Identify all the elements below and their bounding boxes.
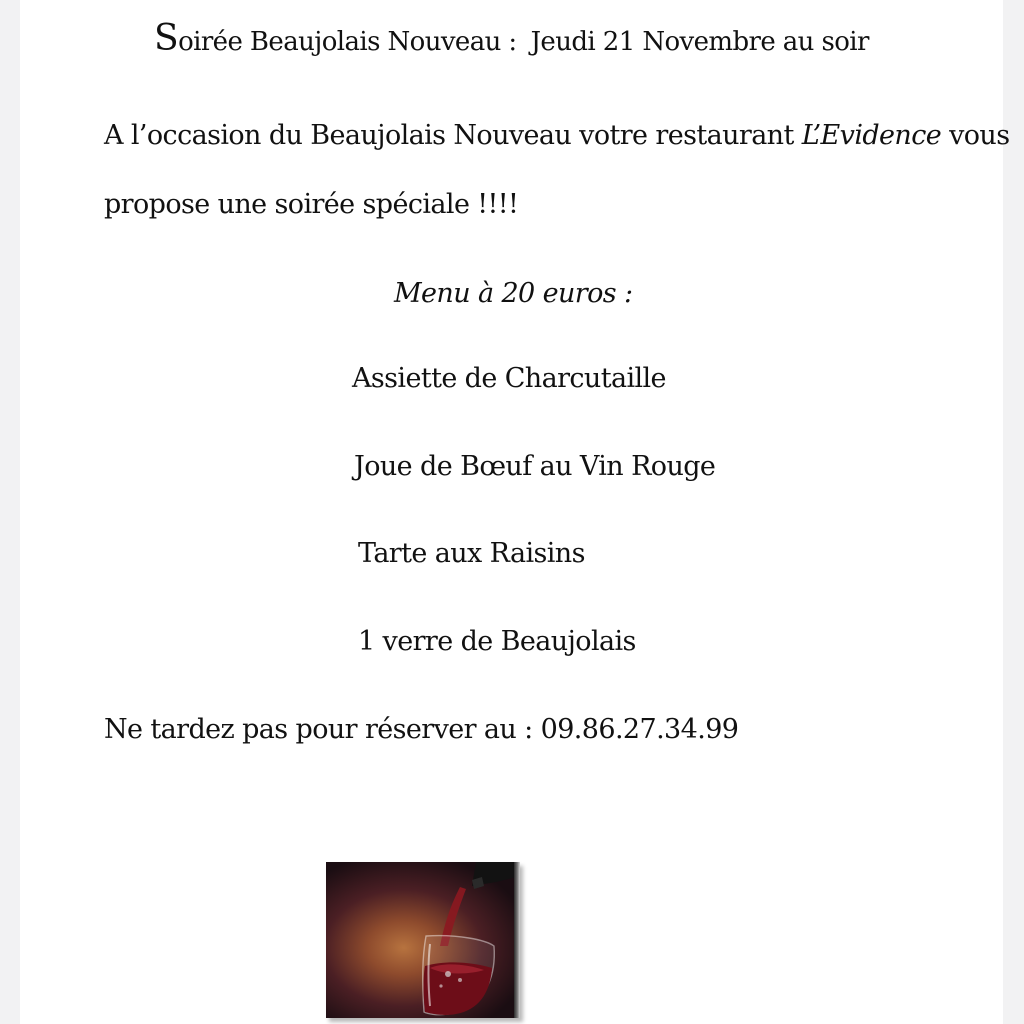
wine-pouring-photo — [326, 862, 520, 1018]
title-initial: S — [154, 18, 179, 59]
intro-line-1 — [104, 119, 1009, 153]
intro-line-2: propose une soirée spéciale !!!! — [104, 189, 519, 220]
menu-item-wine: 1 verre de Beaujolais — [358, 626, 636, 657]
event-date: Jeudi 21 Novembre au soir — [530, 27, 869, 57]
title-text: oirée Beaujolais Nouveau : — [178, 27, 517, 57]
menu-title: Menu à 20 euros : — [394, 278, 633, 309]
event-title — [154, 18, 869, 59]
intro-text-before: A l’occasion du Beaujolais Nouveau votre restaurant — [104, 120, 802, 151]
wine-glass-icon — [326, 862, 520, 1018]
document-page — [20, 0, 1010, 1024]
intro-text-after: vous — [941, 120, 1010, 151]
menu-item-dessert: Tarte aux Raisins — [358, 538, 585, 569]
menu-item-main: Joue de Bœuf au Vin Rouge — [354, 451, 716, 482]
menu-item-starter: Assiette de Charcutaille — [352, 363, 666, 394]
reservation-text: Ne tardez pas pour réserver au : 09.86.27.34.99 — [104, 714, 739, 745]
restaurant-name: L’Evidence — [801, 120, 942, 151]
